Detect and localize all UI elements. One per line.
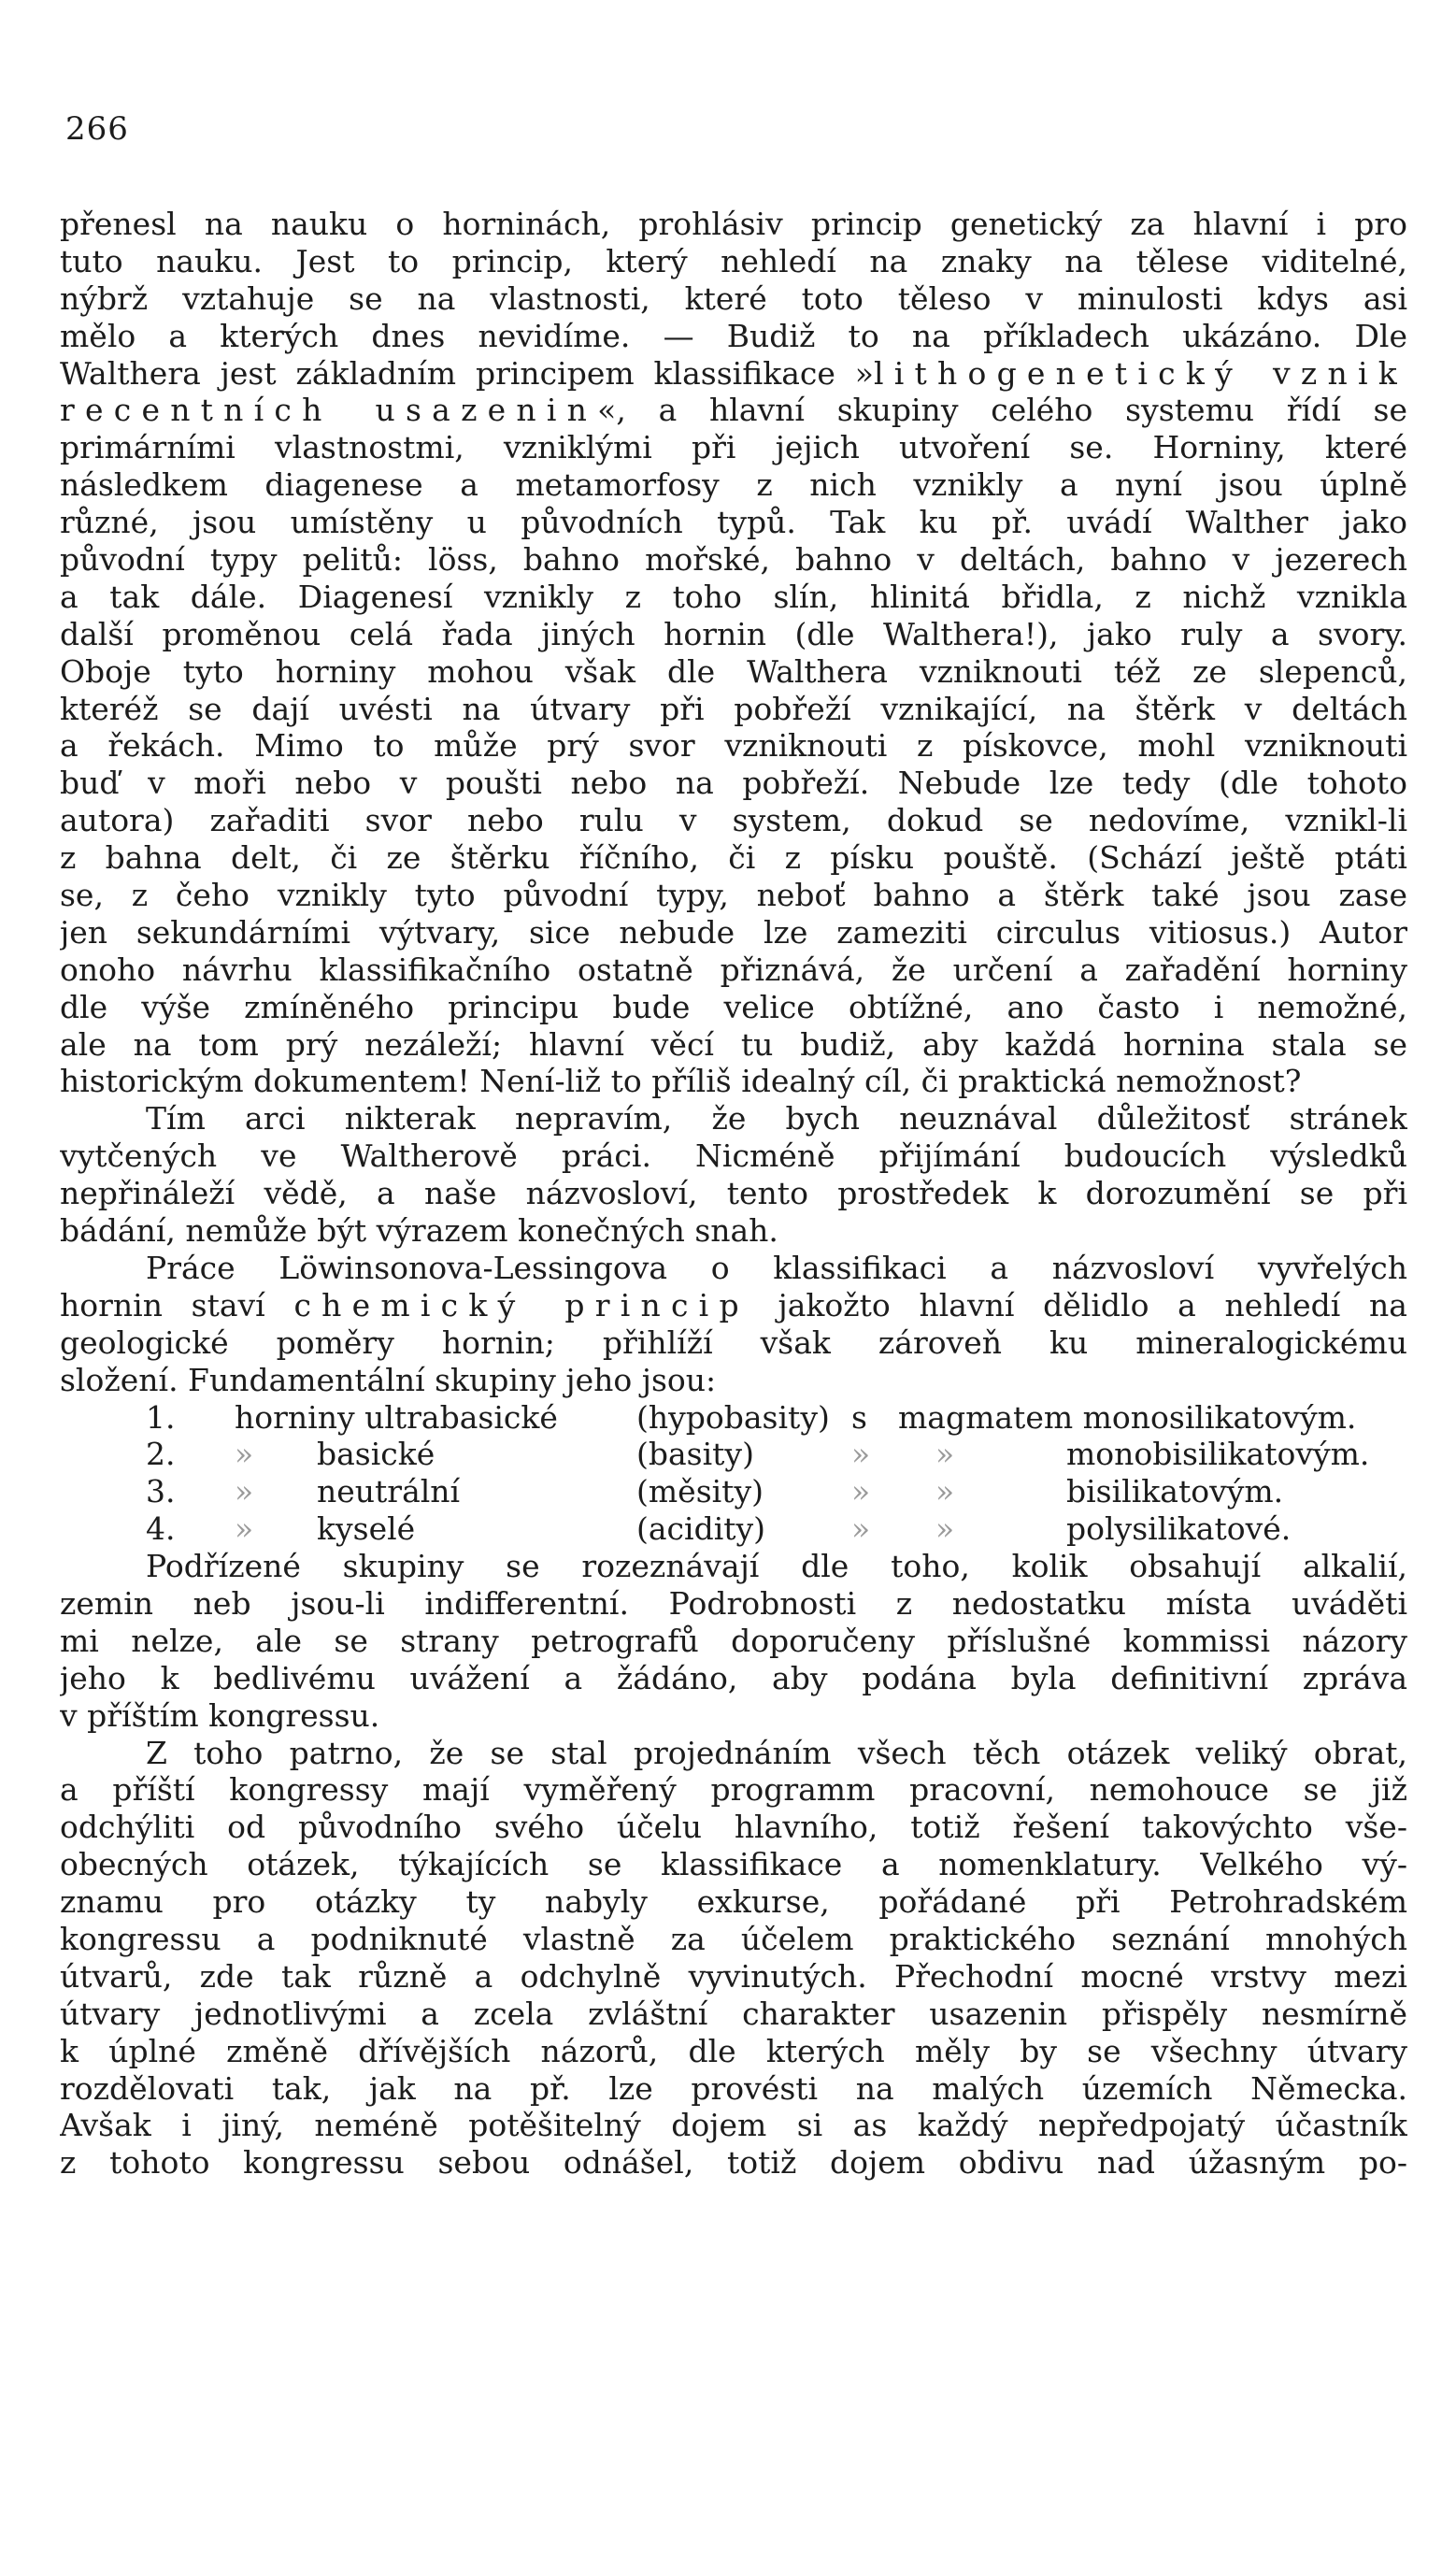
group-name: horniny ultrabasické bbox=[235, 1398, 558, 1436]
text-line: bádání, nemůže být výrazem konečných snah. bbox=[60, 1212, 778, 1250]
text-line: původní typy pelitů: löss, bahno mořské, bahno v deltách, bahno v jezerech bbox=[60, 541, 1407, 579]
text-line: Podřízené skupiny se rozeznávají dle toho, kolik obsahují alkalií, bbox=[146, 1548, 1407, 1585]
text-line: primárními vlastnostmi, vzniklými při jejich utvoření se. Horniny, které bbox=[60, 429, 1407, 466]
group-number: 3. bbox=[146, 1473, 176, 1510]
ditto-mark: » bbox=[851, 1510, 871, 1548]
text-line: rozdělovati tak, jak na př. lze provésti na malých územích Německa. bbox=[60, 2069, 1407, 2107]
group-name: kyselé bbox=[317, 1510, 416, 1548]
text-line: ale na tom prý nezáleží; hlavní věcí tu budiž, aby každá hornina stala se bbox=[60, 1025, 1407, 1063]
text-line: jen sekundárními výtvary, sice nebude lze zameziti circulus vitiosus.) Autor bbox=[60, 913, 1407, 951]
text-line: historickým dokumentem! Není-liž to příliš idealný cíl, či praktická nemožnost? bbox=[60, 1063, 1302, 1100]
text-line: kongressu a podniknuté vlastně za účelem praktického seznání mnohých bbox=[60, 1920, 1407, 1957]
group-name: neutrální bbox=[317, 1473, 461, 1510]
text-line: obecných otázek, týkajících se klassifikace a nomenklatury. Velkého vý- bbox=[60, 1846, 1407, 1883]
group-name: basické bbox=[317, 1436, 435, 1473]
text-line: znamu pro otázky ty nabyly exkurse, pořádané při Petrohradském bbox=[60, 1883, 1407, 1921]
text-line: útvary jednotlivými a zcela zvláštní charakter usazenin přispěly nesmírně bbox=[60, 1995, 1407, 2032]
group-term: (basity) bbox=[636, 1436, 754, 1473]
text-line: a řekách. Mimo to může prý svor vzniknouti z pískovce, mohl vzniknouti bbox=[60, 727, 1407, 765]
group-row bbox=[60, 1399, 1407, 1437]
spaced-emphasis: chemický princip bbox=[293, 1286, 749, 1323]
spaced-emphasis: lithogenetický vznik bbox=[873, 354, 1407, 392]
text-line: jeho k bedlivému uvážení a žádáno, aby podána byla definitivní zpráva bbox=[60, 1659, 1407, 1696]
group-term: (hypobasity) bbox=[636, 1398, 830, 1436]
group-number: 2. bbox=[146, 1436, 176, 1473]
page-number: 266 bbox=[65, 110, 129, 148]
text-line: tuto nauku. Jest to princip, který nehledí na znaky na tělese viditelné, bbox=[60, 242, 1407, 279]
ditto-mark: » bbox=[851, 1473, 871, 1510]
text-line: buď v moři nebo v poušti nebo na pobřeží. Nebude lze tedy (dle tohoto bbox=[60, 765, 1407, 802]
text-line: nepřináleží vědě, a naše názvosloví, tento prostředek k dorozumění se při bbox=[60, 1175, 1407, 1212]
text-line: Tím arci nikterak nepravím, že bych neuznával důležitosť stránek bbox=[146, 1100, 1407, 1137]
ditto-mark: » bbox=[235, 1436, 254, 1473]
group-connector: s bbox=[851, 1398, 867, 1436]
group-row bbox=[60, 1473, 1407, 1510]
text-line: kteréž se dají uvésti na útvary při pobřeží vznikající, na štěrk v deltách bbox=[60, 690, 1407, 727]
text-line: Práce Löwinsonova-Lessingova o klassifikaci a názvosloví vyvřelých bbox=[146, 1249, 1407, 1286]
ditto-mark: » bbox=[935, 1510, 955, 1548]
page-text bbox=[60, 206, 1407, 2182]
text-line: vytčených ve Waltherově práci. Nicméně přijímání budoucích výsledků bbox=[60, 1137, 1407, 1175]
text-line: další proměnou celá řada jiných hornin (dle Walthera!), jako ruly a svory. bbox=[60, 615, 1407, 652]
text-line: následkem diagenese a metamorfosy z nich vznikly a nyní jsou úplně bbox=[60, 466, 1407, 504]
text-line: recentních usazenin«, a hlavní skupiny celého systemu řídí se bbox=[60, 392, 1407, 429]
text-line: onoho návrhu klassifikačního ostatně přiznává, že určení a zařadění horniny bbox=[60, 951, 1407, 988]
text-line: Z toho patrno, že se stal projednáním všech těch otázek veliký obrat, bbox=[146, 1734, 1407, 1771]
group-magma: bisilikatovým. bbox=[1066, 1473, 1284, 1510]
ditto-mark: » bbox=[235, 1473, 254, 1510]
text-line: Walthera jest základním principem klassifikace »lithogenetický vznik bbox=[60, 354, 1407, 392]
text-line: odchýliti od původního svého účelu hlavního, totiž řešení takovýchto vše- bbox=[60, 1809, 1407, 1846]
text-line: z tohoto kongressu sebou odnášel, totiž dojem obdivu nad úžasným po- bbox=[60, 2144, 1407, 2182]
text-line: hornin staví chemický princip jakožto hlavní dělidlo a nehledí na bbox=[60, 1286, 1407, 1323]
text-line: různé, jsou umístěny u původních typů. Tak ku př. uvádí Walther jako bbox=[60, 504, 1407, 541]
group-row bbox=[60, 1510, 1407, 1548]
group-row bbox=[60, 1436, 1407, 1473]
group-magma: polysilikatové. bbox=[1066, 1510, 1292, 1548]
text-line: přenesl na nauku o horninách, prohlásiv princip genetický za hlavní i pro bbox=[60, 206, 1407, 242]
text-line: složení. Fundamentální skupiny jeho jsou: bbox=[60, 1361, 717, 1398]
group-term: (měsity) bbox=[636, 1473, 764, 1510]
group-number: 4. bbox=[146, 1510, 176, 1548]
group-magma: magmatem monosilikatovým. bbox=[898, 1398, 1357, 1436]
text-line: z bahna delt, či ze štěrku říčního, či z písku pouště. (Schází ještě ptáti bbox=[60, 839, 1407, 877]
text-line: a příští kongressy mají vyměřený programm pracovní, nemohouce se již bbox=[60, 1771, 1407, 1809]
text-line: útvarů, zde tak různě a odchylně vyvinutých. Přechodní mocné vrstvy mezi bbox=[60, 1957, 1407, 1995]
ditto-mark: » bbox=[851, 1436, 871, 1473]
text-line: geologické poměry hornin; přihlíží však zároveň ku mineralogickému bbox=[60, 1323, 1407, 1361]
ditto-mark: » bbox=[935, 1473, 955, 1510]
text-line: mi nelze, ale se strany petrografů doporučeny příslušné kommissi názory bbox=[60, 1622, 1407, 1659]
text-line: zemin neb jsou-li indifferentní. Podrobnosti z nedostatku místa uváděti bbox=[60, 1584, 1407, 1622]
text-line: Avšak i jiný, neméně potěšitelný dojem si as každý nepředpojatý účastník bbox=[60, 2107, 1407, 2144]
text-line: dle výše zmíněného principu bude velice obtížné, ano často i nemožné, bbox=[60, 988, 1407, 1025]
group-number: 1. bbox=[146, 1398, 176, 1436]
text-line: mělo a kterých dnes nevidíme. — Budiž to na příkladech ukázáno. Dle bbox=[60, 317, 1407, 354]
text-line: nýbrž vztahuje se na vlastnosti, které toto těleso v minulosti kdys asi bbox=[60, 279, 1407, 317]
text-line: autora) zařaditi svor nebo rulu v system, dokud se nedovíme, vznikl-li bbox=[60, 802, 1407, 839]
text-line: se, z čeho vznikly tyto původní typy, neboť bahno a štěrk také jsou zase bbox=[60, 877, 1407, 914]
text-line: a tak dále. Diagenesí vznikly z toho slín, hlinitá břidla, z nichž vznikla bbox=[60, 578, 1407, 615]
ditto-mark: » bbox=[235, 1510, 254, 1548]
group-term: (acidity) bbox=[636, 1510, 766, 1548]
ditto-mark: » bbox=[935, 1436, 955, 1473]
text-line: Oboje tyto horniny mohou však dle Walthera vzniknouti též ze slepenců, bbox=[60, 652, 1407, 690]
group-magma: monobisilikatovým. bbox=[1066, 1436, 1370, 1473]
text-line: k úplné změně dřívějších názorů, dle kterých měly by se všechny útvary bbox=[60, 2032, 1407, 2069]
text-line: v příštím kongressu. bbox=[60, 1696, 380, 1734]
spaced-emphasis: recentních usazenin bbox=[60, 392, 598, 429]
